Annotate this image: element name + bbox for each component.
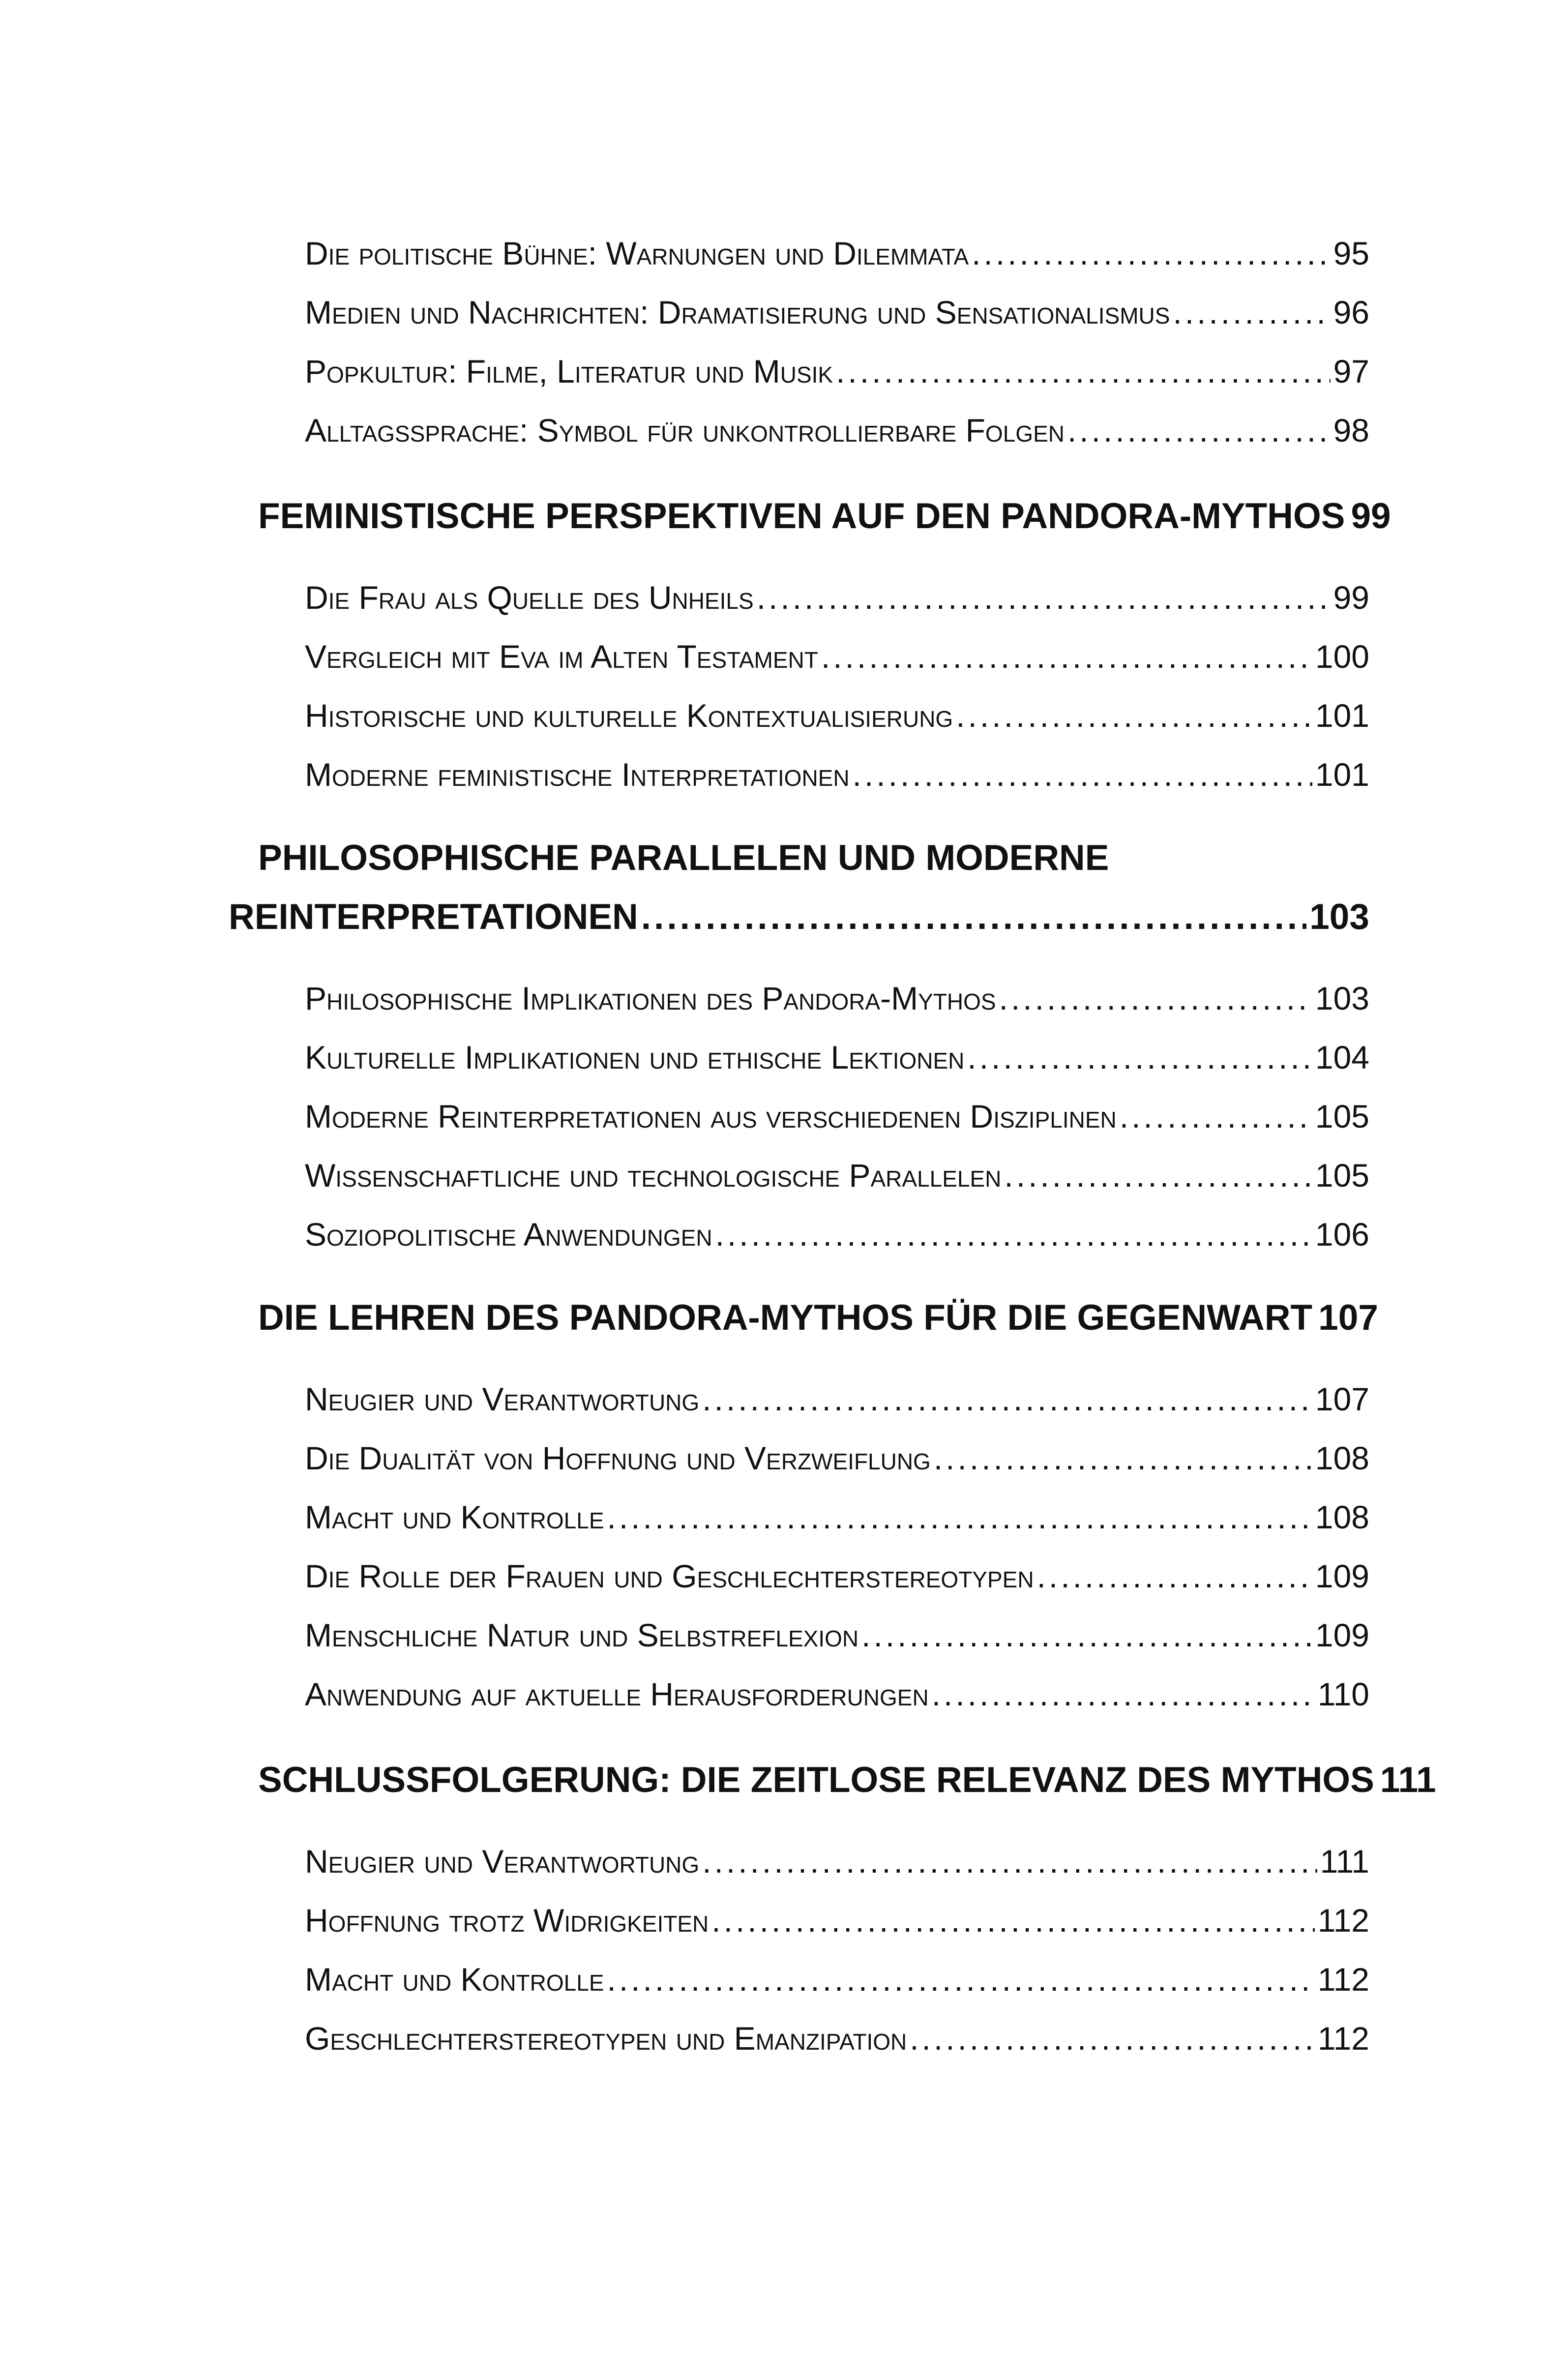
toc-entry[interactable] xyxy=(305,2014,1369,2063)
toc-entry[interactable] xyxy=(305,1092,1369,1141)
dot-leader xyxy=(967,1033,1312,1082)
dot-leader xyxy=(757,573,1331,622)
toc-entry-title: Neugier und Verantwortung xyxy=(305,1843,700,1880)
toc-page-number: 104 xyxy=(1315,1039,1369,1075)
toc-entry[interactable] xyxy=(305,1151,1369,1200)
toc-entry[interactable] xyxy=(305,1492,1369,1542)
dot-leader xyxy=(607,1492,1312,1542)
toc-page-number: 96 xyxy=(1333,294,1369,330)
toc-entry-title: Die politische Bühne: Warnungen und Dilemmata xyxy=(305,235,969,271)
toc-entry-title: Die Frau als Quelle des Unheils xyxy=(305,579,754,616)
dot-leader xyxy=(702,1374,1312,1424)
toc-entry-title: Menschliche Natur und Selbstreflexion xyxy=(305,1617,859,1653)
toc-entry-title: Kulturelle Implikationen und ethische Lektionen xyxy=(305,1039,965,1075)
toc-entry-title: Alltagssprache: Symbol für unkontrollierbare Folgen xyxy=(305,412,1065,448)
toc-page-number: 101 xyxy=(1315,697,1369,734)
toc-entry-title: Popkultur: Filme, Literatur und Musik xyxy=(305,353,833,389)
toc-entry-title: Die Dualität von Hoffnung und Verzweiflung xyxy=(305,1440,931,1476)
toc-entry-title: Macht und Kontrolle xyxy=(305,1499,604,1535)
toc-entry[interactable] xyxy=(305,632,1369,681)
dot-leader xyxy=(932,1670,1315,1719)
toc-entry[interactable] xyxy=(305,1955,1369,2004)
dot-leader xyxy=(972,229,1330,278)
toc-entry-title: Moderne feministische Interpretationen xyxy=(305,756,850,793)
toc-entry-title: Soziopolitische Anwendungen xyxy=(305,1216,712,1253)
toc-chapter-title: SCHLUSSFOLGERUNG: DIE ZEITLOSE RELEVANZ DES MYTHOS xyxy=(258,1760,1374,1800)
toc-entry-title: Medien und Nachrichten: Dramatisierung und Sensationalismus xyxy=(305,294,1170,330)
toc-page-number: 105 xyxy=(1315,1098,1369,1134)
toc-entry-title: Anwendung auf aktuelle Herausforderungen xyxy=(305,1676,929,1712)
dot-leader xyxy=(836,347,1330,396)
toc-page-number: 107 xyxy=(1315,1381,1369,1417)
toc-chapter-title: DIE LEHREN DES PANDORA-MYTHOS FÜR DIE GEGENWART xyxy=(258,1298,1313,1338)
toc-entry[interactable] xyxy=(305,347,1369,396)
dot-leader xyxy=(711,1896,1314,1945)
toc-entry-title: Macht und Kontrolle xyxy=(305,1961,604,1998)
toc-entry[interactable] xyxy=(305,974,1369,1023)
toc-page-number: 98 xyxy=(1333,412,1369,448)
dot-leader xyxy=(607,1955,1315,2004)
dot-leader xyxy=(934,1433,1312,1483)
dot-leader xyxy=(715,1210,1312,1259)
toc-chapter-title: FEMINISTISCHE PERSPEKTIVEN AUF DEN PANDORA-MYTHOS xyxy=(258,496,1345,536)
toc-entry[interactable] xyxy=(305,1210,1369,1259)
toc-page-number: 103 xyxy=(1309,897,1369,937)
dot-leader xyxy=(1067,406,1331,455)
toc-entry[interactable] xyxy=(305,1611,1369,1660)
toc-entry[interactable] xyxy=(305,1433,1369,1483)
toc-chapter[interactable] xyxy=(258,831,1369,885)
toc-entry[interactable] xyxy=(305,229,1369,278)
toc-page-number: 112 xyxy=(1317,1902,1369,1939)
toc-entry[interactable] xyxy=(305,1670,1369,1719)
dot-leader xyxy=(1004,1151,1312,1200)
toc-chapter[interactable] xyxy=(258,1753,1436,1807)
toc-entry[interactable] xyxy=(305,1837,1369,1886)
toc-page-number: 110 xyxy=(1317,1676,1369,1712)
dot-leader xyxy=(1037,1552,1312,1601)
toc-chapter-title: PHILOSOPHISCHE PARALLELEN UND MODERNE xyxy=(258,838,1109,878)
toc-page-number: 112 xyxy=(1317,2020,1369,2057)
toc-page-number: 99 xyxy=(1351,496,1391,536)
dot-leader xyxy=(1120,1092,1312,1141)
toc-page-number: 109 xyxy=(1315,1617,1369,1653)
dot-leader xyxy=(821,632,1312,681)
toc-entry-title: Wissenschaftliche und technologische Parallelen xyxy=(305,1157,1002,1194)
dot-leader xyxy=(910,2014,1315,2063)
toc-entry-title: Geschlechterstereotypen und Emanzipation xyxy=(305,2020,907,2057)
toc-page-number: 106 xyxy=(1315,1216,1369,1253)
toc-chapter-title: REINTERPRETATIONEN xyxy=(229,897,638,937)
toc-entry[interactable] xyxy=(305,288,1369,337)
toc-entry-title: Philosophische Implikationen des Pandora-Mythos xyxy=(305,980,996,1016)
dot-leader xyxy=(641,890,1306,944)
toc-chapter-continuation[interactable] xyxy=(229,890,1369,944)
toc-entry[interactable] xyxy=(305,750,1369,799)
toc-entry[interactable] xyxy=(305,1374,1369,1424)
dot-leader xyxy=(702,1837,1317,1886)
toc-page-number: 101 xyxy=(1315,756,1369,793)
dot-leader xyxy=(861,1611,1312,1660)
toc-entry-title: Vergleich mit Eva im Alten Testament xyxy=(305,638,818,675)
toc-page-number: 111 xyxy=(1320,1843,1369,1880)
toc-entry[interactable] xyxy=(305,1033,1369,1082)
toc-page-number: 100 xyxy=(1315,638,1369,675)
toc-entry[interactable] xyxy=(305,691,1369,740)
toc-chapter[interactable] xyxy=(258,1291,1378,1345)
toc-entry[interactable] xyxy=(305,1896,1369,1945)
toc-entry[interactable] xyxy=(305,406,1369,455)
toc-entry-title: Hoffnung trotz Widrigkeiten xyxy=(305,1902,709,1939)
dot-leader xyxy=(1173,288,1330,337)
toc-page-number: 109 xyxy=(1315,1558,1369,1594)
toc-chapter[interactable] xyxy=(258,489,1391,543)
toc-entry-title: Die Rolle der Frauen und Geschlechterstereotypen xyxy=(305,1558,1034,1594)
dot-leader xyxy=(956,691,1312,740)
toc-entry-title: Neugier und Verantwortung xyxy=(305,1381,700,1417)
toc-page-number: 111 xyxy=(1380,1760,1436,1800)
toc-page-number: 112 xyxy=(1317,1961,1369,1998)
toc-entry-title: Historische und kulturelle Kontextualisierung xyxy=(305,697,953,734)
toc-page-number: 107 xyxy=(1318,1298,1378,1338)
toc-page-number: 108 xyxy=(1315,1499,1369,1535)
toc-page-number: 108 xyxy=(1315,1440,1369,1476)
dot-leader xyxy=(853,750,1312,799)
toc-page-number: 97 xyxy=(1333,353,1369,389)
toc-page-number: 95 xyxy=(1333,235,1369,271)
toc-entry[interactable] xyxy=(305,573,1369,622)
toc-page-number: 103 xyxy=(1315,980,1369,1016)
dot-leader xyxy=(999,974,1312,1023)
toc-page-number: 105 xyxy=(1315,1157,1369,1194)
toc-page-number: 99 xyxy=(1333,579,1369,616)
toc-entry[interactable] xyxy=(305,1552,1369,1601)
toc-entry-title: Moderne Reinterpretationen aus verschiedenen Disziplinen xyxy=(305,1098,1117,1134)
